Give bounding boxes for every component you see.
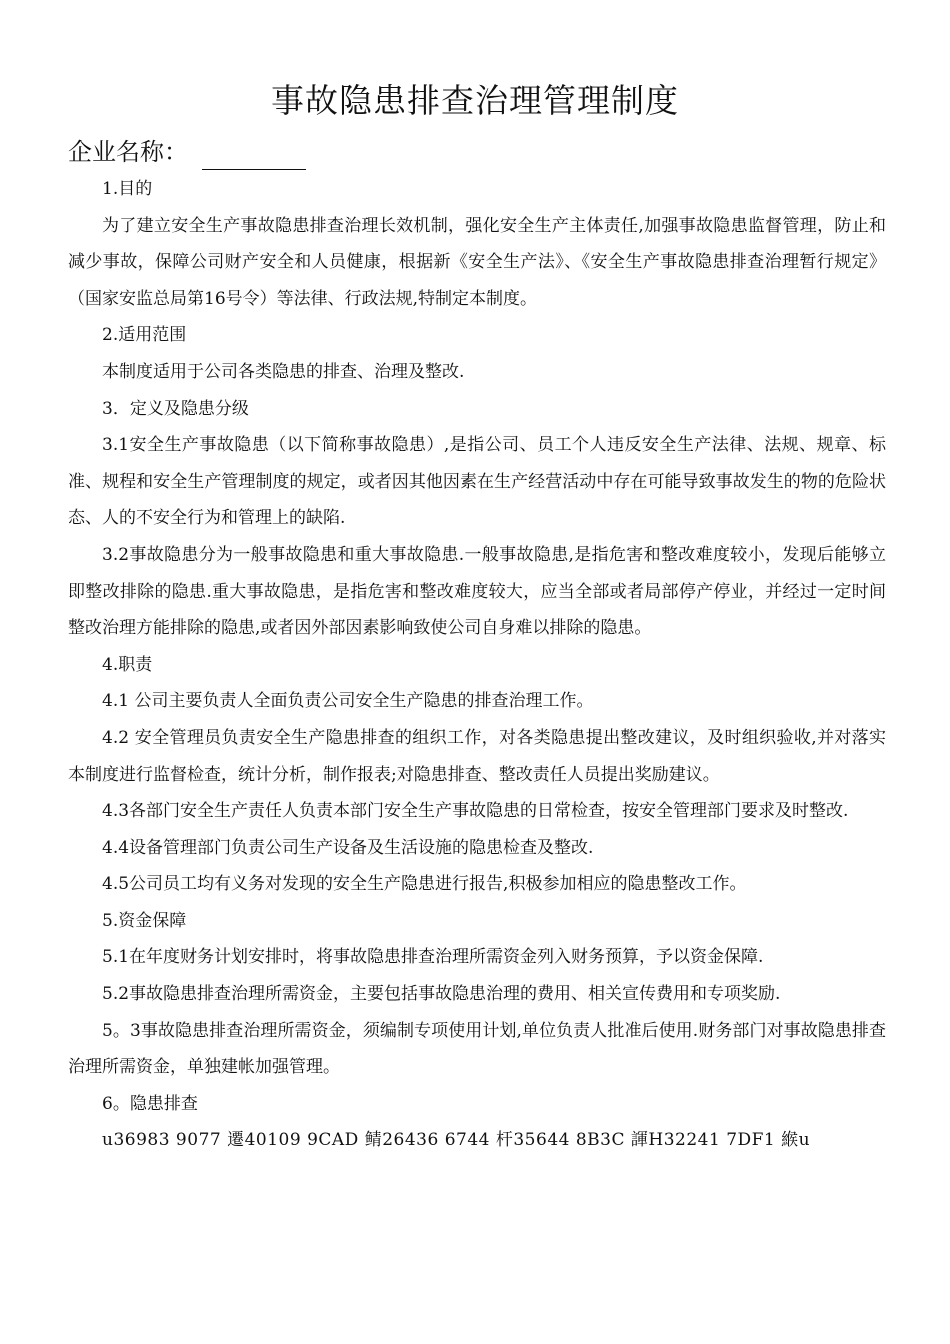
section-heading-funding: 5.资金保障 — [102, 910, 187, 931]
garbled-text-line: u36983 9077 遷40109 9CAD 鲭26436 6744 杆35644 8B3C 諢H32241 7DF1 緱u — [102, 1130, 811, 1151]
paragraph-4-3: 4.3各部门安全生产责任人负责本部门安全生产事故隐患的日常检查，按安全管理部门要求及时整改. — [102, 801, 849, 822]
section-heading-purpose: 1.目的 — [102, 179, 153, 199]
section-heading-inspection: 6。隐患排查 — [102, 1093, 198, 1114]
section-heading-responsibilities: 4.职责 — [102, 654, 153, 675]
company-name-label: 企业名称： — [68, 138, 188, 166]
document-title: 事故隐患排查治理管理制度 — [271, 81, 679, 120]
paragraph-4-2: 4.2 安全管理员负责安全生产隐患排查的组织工作，对各类隐患提出整改建议，及时组织验收,并对落实本制度进行监督检查，统计分析，制作报表;对隐患排查、整改责任人员提出奖励建议。 — [68, 727, 886, 785]
company-name-blank — [202, 143, 306, 170]
paragraph-4-5: 4.5公司员工均有义务对发现的安全生产隐患进行报告,积极参加相应的隐患整改工作。 — [102, 874, 747, 895]
section-heading-definition: 3．定义及隐患分级 — [102, 398, 249, 419]
paragraph-3-1: 3.1安全生产事故隐患（以下简称事故隐患）,是指公司、员工个人违反安全生产法律、法规、规章、标准、规程和安全生产管理制度的规定，或者因其他因素在生产经营活动中存在可能导致事故发生的物的危险状态、人的不安全行为和管理上的缺陷. — [68, 435, 886, 529]
paragraph-3-2: 3.2事故隐患分为一般事故隐患和重大事故隐患.一般事故隐患,是指危害和整改难度较小，发现后能够立即整改排除的隐患.重大事故隐患，是指危害和整改难度较大，应当全部或者局部停产停业，并经过一定时间整改治理方能排除的隐患,或者因外部因素影响致使公司自身难以排除的隐患。 — [68, 544, 886, 639]
section-heading-scope: 2.适用范围 — [102, 325, 187, 346]
paragraph-5-2: 5.2事故隐患排查治理所需资金，主要包括事故隐患治理的费用、相关宣传费用和专项奖励. — [102, 984, 781, 1005]
paragraph-purpose: 为了建立安全生产事故隐患排查治理长效机制，强化安全生产主体责任,加强事故隐患监督管理，防止和减少事故，保障公司财产安全和人员健康，根据新《安全生产法》、《安全生产事故隐患排查治理暂行规定》（国家安监总局第16号令）等法律、行政法规,特制定本制度。 — [68, 215, 886, 309]
paragraph-scope: 本制度适用于公司各类隐患的排查、治理及整改. — [102, 361, 465, 382]
document-body — [68, 171, 886, 1159]
paragraph-5-3: 5。3事故隐患排查治理所需资金，须编制专项使用计划,单位负责人批准后使用.财务部门对事故隐患排查治理所需资金，单独建帐加强管理。 — [68, 1020, 886, 1078]
company-name-line — [68, 134, 306, 170]
paragraph-4-4: 4.4设备管理部门负责公司生产设备及生活设施的隐患检查及整改. — [102, 837, 594, 858]
paragraph-4-1: 4.1 公司主要负责人全面负责公司安全生产隐患的排查治理工作。 — [102, 691, 594, 712]
paragraph-5-1: 5.1在年度财务计划安排时，将事故隐患排查治理所需资金列入财务预算，予以资金保障. — [102, 947, 764, 968]
